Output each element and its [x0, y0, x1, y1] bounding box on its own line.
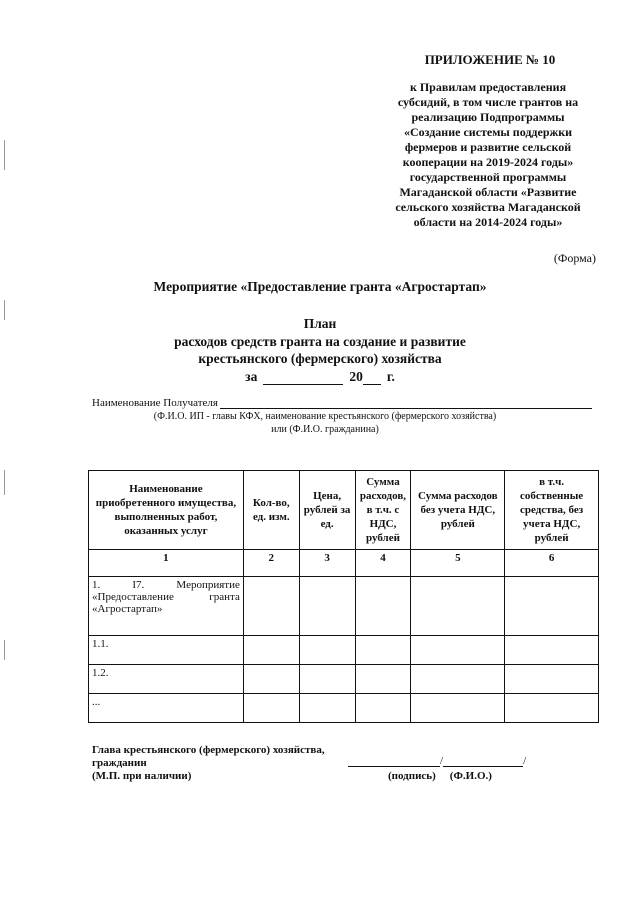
- row-item-name: 1. I7. Мероприятие «Предоставление гранта «Агростартап»: [89, 577, 244, 636]
- signature-slash: /: [523, 755, 527, 767]
- period-blank[interactable]: [263, 371, 343, 385]
- table-cell[interactable]: [355, 694, 411, 723]
- table-cell[interactable]: [411, 665, 505, 694]
- column-number: 1: [89, 550, 244, 577]
- stamp-note: (М.П. при наличии): [92, 770, 192, 782]
- column-number: 3: [299, 550, 355, 577]
- annex-reference: [372, 80, 604, 230]
- table-row: [89, 636, 599, 665]
- form-label: (Форма): [553, 251, 596, 265]
- annex-line: сельского хозяйства Магаданской: [395, 200, 581, 214]
- signatory-line: гражданин: [92, 757, 147, 769]
- table-cell[interactable]: [411, 636, 505, 665]
- expense-plan-table: [88, 470, 599, 723]
- plan-heading: План: [303, 316, 337, 331]
- row-item-name: 1.1.: [89, 636, 244, 665]
- header-cell: Кол-во, ед. изм.: [243, 471, 299, 550]
- header-cell: Цена, рублей за ед.: [299, 471, 355, 550]
- header-cell: Сумма расходов без учета НДС, рублей: [411, 471, 505, 550]
- table-cell[interactable]: [505, 665, 599, 694]
- recipient-row: [92, 397, 592, 409]
- column-number: 2: [243, 550, 299, 577]
- row-item-name: 1.2.: [89, 665, 244, 694]
- column-number: 4: [355, 550, 411, 577]
- scan-margin-mark: [4, 470, 5, 495]
- signatory-line: Глава крестьянского (фермерского) хозяйства,: [92, 744, 325, 756]
- recipient-hint: [110, 410, 540, 436]
- row-item-name: ...: [89, 694, 244, 723]
- header-cell: Наименование приобретенного имущества, выполненных работ, оказанных услуг: [89, 471, 244, 550]
- annex-line: кооперации на 2019-2024 годы»: [402, 155, 574, 169]
- annex-line: субсидий, в том числе грантов на: [397, 95, 579, 109]
- scan-margin-mark: [4, 300, 5, 320]
- period-prefix: за: [245, 368, 258, 384]
- period-suffix: г.: [386, 368, 395, 384]
- table-cell[interactable]: [411, 694, 505, 723]
- annex-line: Магаданской области «Развитие: [399, 185, 577, 199]
- table-header-row: [89, 471, 599, 550]
- annex-line: области на 2014-2024 годы»: [413, 215, 563, 229]
- annex-line: фермеров и развитие сельской: [404, 140, 572, 154]
- table-cell[interactable]: [243, 577, 299, 636]
- table-cell[interactable]: [355, 665, 411, 694]
- annex-line: реализацию Подпрограммы: [411, 110, 565, 124]
- period-year: 20: [349, 368, 363, 384]
- plan-subheading: расходов средств гранта на создание и развитие: [174, 333, 466, 349]
- table-cell[interactable]: [299, 636, 355, 665]
- signature-slash: /: [440, 755, 444, 767]
- table-cell[interactable]: [411, 577, 505, 636]
- table-cell[interactable]: [243, 636, 299, 665]
- year-blank[interactable]: [363, 371, 381, 385]
- table-cell[interactable]: [243, 694, 299, 723]
- table-cell[interactable]: [355, 636, 411, 665]
- signature-labels: [388, 770, 492, 782]
- table-cell[interactable]: [505, 577, 599, 636]
- annex-line: к Правилам предоставления: [409, 80, 567, 94]
- name-blank[interactable]: [443, 755, 523, 767]
- recipient-label: Наименование Получателя: [92, 397, 218, 409]
- table-row: [89, 577, 599, 636]
- table-cell[interactable]: [299, 577, 355, 636]
- table-cell[interactable]: [505, 694, 599, 723]
- plan-period: [0, 368, 640, 386]
- annex-line: государственной программы: [409, 170, 567, 184]
- table-row: [89, 694, 599, 723]
- recipient-blank[interactable]: [220, 397, 592, 409]
- scan-margin-mark: [4, 140, 5, 170]
- table-cell[interactable]: [505, 636, 599, 665]
- table-row: [89, 665, 599, 694]
- table-cell[interactable]: [299, 665, 355, 694]
- signature-blank[interactable]: [348, 755, 440, 767]
- column-number-row: [89, 550, 599, 577]
- annex-title: ПРИЛОЖЕНИЕ № 10: [424, 52, 556, 67]
- signature-label: (подпись): [388, 770, 436, 782]
- recipient-hint-line: или (Ф.И.О. гражданина): [271, 424, 379, 435]
- event-title: Мероприятие «Предоставление гранта «Агростартап»: [153, 279, 487, 294]
- plan-subheading: крестьянского (фермерского) хозяйства: [198, 351, 442, 366]
- table-cell[interactable]: [355, 577, 411, 636]
- recipient-hint-line: (Ф.И.О. ИП - главы КФХ, наименование крестьянского (фермерского хозяйства): [153, 411, 497, 422]
- column-number: 6: [505, 550, 599, 577]
- annex-line: «Создание системы поддержки: [403, 125, 573, 139]
- name-label: (Ф.И.О.): [449, 770, 492, 782]
- signature-line: [348, 755, 528, 767]
- scan-margin-mark: [4, 640, 5, 660]
- header-cell: в т.ч. собственные средства, без учета НДС, рублей: [505, 471, 599, 550]
- signatory-block: [92, 744, 325, 783]
- table-cell[interactable]: [299, 694, 355, 723]
- column-number: 5: [411, 550, 505, 577]
- header-cell: Сумма расходов, в т.ч. с НДС, рублей: [355, 471, 411, 550]
- table-cell[interactable]: [243, 665, 299, 694]
- plan-heading-block: [0, 315, 640, 385]
